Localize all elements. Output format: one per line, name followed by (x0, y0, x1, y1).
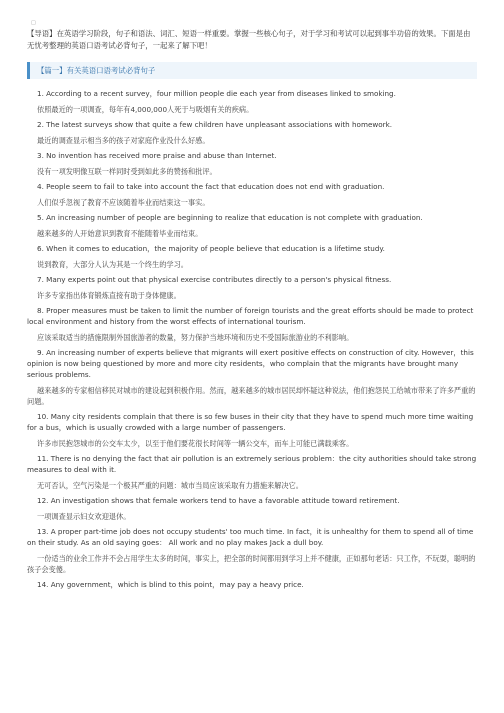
sentence-item (27, 453, 477, 491)
english-sentence: 2. The latest surveys show that quite a few children have unpleasant associations with homework. (37, 120, 393, 129)
chinese-translation: 一项调查显示妇女欢迎退休。 (37, 511, 131, 521)
english-sentence: 4. People seem to fail to take into account the fact that education does not end with graduation. (37, 182, 385, 191)
sentence-item (27, 579, 477, 590)
chinese-translation: 无可否认，空气污染是一个极其严重的问题：城市当局应该采取有力措施来解决它。 (37, 480, 303, 490)
sentence-item (27, 305, 477, 343)
section-heading: 【篇一】有关英语口语考试必背句子 (27, 62, 477, 79)
english-sentence: 14. Any government，which is blind to this point，may pay a heavy price. (37, 580, 304, 589)
corner-mark: □ (31, 20, 36, 26)
sentence-list (27, 88, 477, 590)
sentence-item (27, 526, 477, 575)
chinese-translation: 许多专家指出体育锻炼直接有助于身体健康。 (37, 290, 181, 300)
english-sentence: 10. Many city residents complain that there is so few buses in their city that they have to spend much more time waiting for a bus，which is usually crowded with a large number of passengers. (27, 412, 474, 432)
english-sentence: 12. An investigation shows that female workers tend to have a favorable attitude toward retirement. (37, 496, 400, 505)
chinese-translation: 说到教育，大部分人认为其是一个终生的学习。 (37, 259, 188, 269)
sentence-item (27, 150, 477, 177)
chinese-translation: 最近的调查显示相当多的孩子对家庭作业没什么好感。 (37, 135, 210, 145)
english-sentence: 7. Many experts point out that physical exercise contributes directly to a person's physical fitness. (37, 275, 392, 284)
sentence-item (27, 495, 477, 522)
sentence-item (27, 212, 477, 239)
english-sentence: 11. There is no denying the fact that air pollution is an extremely serious problem：the city authorities should take strong measures to deal with it. (27, 454, 477, 474)
english-sentence: 1. According to a recent survey，four million people die each year from diseases linked to smoking. (37, 89, 396, 98)
sentence-item (27, 274, 477, 301)
english-sentence: 9. An increasing number of experts believe that migrants will exert positive effects on construction of city. However，this opinion is now being questioned by more and more city residents，who complain that the migrants have brought many serious problems. (27, 348, 474, 379)
english-sentence: 6. When it comes to education，the majority of people believe that education is a lifetime study. (37, 244, 385, 253)
chinese-translation: 越来越多的专家相信移民对城市的建设起到积极作用。然而，越来越多的城市居民却怀疑这种说法，他们抱怨民工给城市带来了许多严重的问题。 (27, 385, 476, 406)
chinese-translation: 人们似乎忽视了教育不应该随着毕业而结束这一事实。 (37, 197, 210, 207)
sentence-item (27, 88, 477, 115)
chinese-translation: 没有一项发明像互联一样同时受到如此多的赞扬和批评。 (37, 166, 217, 176)
sentence-item (27, 181, 477, 208)
sentence-item (27, 243, 477, 270)
english-sentence: 5. An increasing number of people are beginning to realize that education is not complete with graduation. (37, 213, 423, 222)
sentence-item (27, 411, 477, 449)
intro-paragraph: 【导语】在英语学习阶段，句子和语法、词汇、短语一样重要。掌握一些核心句子，对于学习和考试可以起到事半功倍的效果。下面是由无忧考整理的英语口语考试必背句子，一起来了解下吧！ (27, 29, 471, 50)
english-sentence: 13. A proper part-time job does not occupy students' too much time. In fact，it is unhealthy for them to spend all of time on their study. As an old saying goes： All work and no play makes Jack a dull boy. (27, 527, 474, 547)
chinese-translation: 应该采取适当的措施限制外国旅游者的数量，努力保护当地环境和历史不受国际旅游业的不利影响。 (37, 332, 354, 342)
chinese-translation: 一份适当的业余工作并不会占用学生太多的时间，事实上，把全部的时间都用到学习上并不健康，正如那句老话：只工作，不玩耍，聪明的孩子会变傻。 (27, 553, 476, 574)
sentence-item (27, 119, 477, 146)
english-sentence: 8. Proper measures must be taken to limit the number of foreign tourists and the great efforts should be made to protect local environment and history from the worst effects of international tourism. (27, 306, 474, 326)
chinese-translation: 许多市民抱怨城市的公交车太少，以至于他们要花很长时间等一辆公交车，而车上可能已满载乘客。 (37, 438, 354, 448)
english-sentence: 3. No invention has received more praise and abuse than Internet. (37, 151, 277, 160)
chinese-translation: 依照最近的一项调查，每年有4,000,000人死于与吸烟有关的疾病。 (37, 104, 254, 114)
sentence-item (27, 347, 477, 407)
chinese-translation: 越来越多的人开始意识到教育不能随着毕业而结束。 (37, 228, 203, 238)
